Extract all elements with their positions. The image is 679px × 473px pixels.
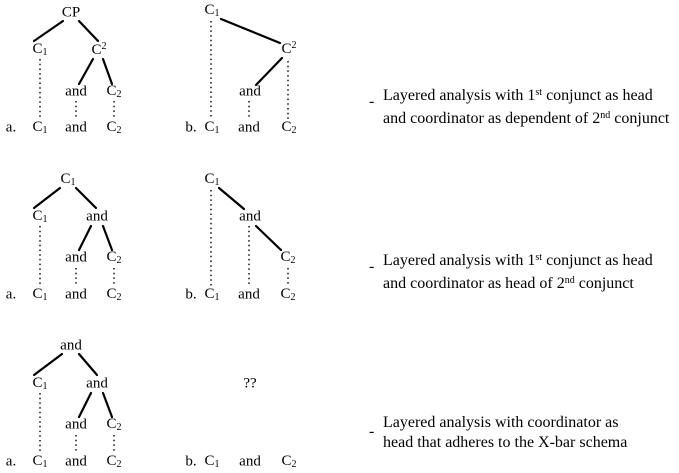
tree-2b-terminal-c1 bbox=[204, 287, 219, 303]
text-run: Layered analysis with coordinator as bbox=[383, 414, 619, 431]
superscript: st bbox=[535, 87, 543, 98]
tree-2b-branch-line bbox=[219, 188, 244, 209]
text-run: C bbox=[281, 453, 292, 469]
subscript: 1 bbox=[42, 125, 48, 136]
tree-2a-branch-line bbox=[103, 226, 112, 250]
subscript: 2 bbox=[116, 459, 122, 470]
subscript: 1 bbox=[214, 292, 220, 303]
text-run: and bbox=[65, 416, 87, 433]
subscript: 1 bbox=[214, 177, 220, 188]
tree-1a-terminal-and bbox=[65, 121, 87, 136]
text-run: and bbox=[65, 83, 87, 100]
tree-1b-branch-line bbox=[221, 19, 280, 43]
tree-1a-node-c2-bar bbox=[91, 42, 106, 58]
tree-3a-terminal-and bbox=[65, 455, 87, 470]
tree-3b-placeholder-question-marks bbox=[243, 377, 256, 392]
text-run: C bbox=[32, 286, 43, 302]
tree-1b-branch-line bbox=[256, 58, 282, 85]
subscript: 2 bbox=[116, 89, 122, 100]
superscript: 2 bbox=[291, 40, 297, 51]
text-run: C bbox=[32, 208, 43, 224]
text-run: and coordinator as head of 2 bbox=[383, 275, 565, 292]
subscript: 2 bbox=[291, 459, 297, 470]
text-run: C bbox=[280, 249, 291, 265]
note-3-dash-bullet: - bbox=[369, 423, 375, 440]
tree-1a-branch-line bbox=[103, 59, 112, 84]
text-run: and bbox=[86, 375, 108, 392]
tree-1a-terminal-c2 bbox=[106, 120, 121, 136]
subscript: 1 bbox=[42, 459, 48, 470]
tree-3b-terminal-and bbox=[239, 455, 261, 470]
tree-1a-branch-line bbox=[34, 21, 63, 41]
tree-2b-branch-line bbox=[256, 226, 281, 250]
tree-2a-root-c1 bbox=[60, 172, 75, 188]
tree-2a-label-a bbox=[6, 288, 16, 303]
text-run: and bbox=[239, 453, 261, 470]
tree-3a-terminal-c1 bbox=[32, 454, 47, 470]
text-run: C bbox=[106, 416, 117, 432]
text-run: and bbox=[86, 208, 108, 225]
tree-1a-node-c1 bbox=[32, 42, 47, 58]
text-run: C bbox=[204, 453, 215, 469]
tree-3a-node-and-mid bbox=[86, 377, 108, 392]
text-run: head that adheres to the X-bar schema bbox=[383, 434, 628, 451]
superscript: st bbox=[535, 252, 543, 263]
tree-3a-terminal-c2 bbox=[106, 454, 121, 470]
text-run: C bbox=[204, 119, 215, 135]
subscript: 2 bbox=[116, 292, 122, 303]
text-run: C bbox=[106, 83, 117, 99]
tree-2a-terminal-and bbox=[65, 288, 87, 303]
text-run: C bbox=[32, 453, 43, 469]
text-run: C bbox=[106, 249, 117, 265]
text-run: b. bbox=[185, 286, 197, 303]
tree-3a-branch-line bbox=[79, 393, 91, 417]
tree-3b-terminal-c2 bbox=[281, 454, 296, 470]
tree-3a-node-c1 bbox=[32, 376, 47, 392]
tree-2a-node-c2 bbox=[106, 250, 121, 266]
subscript: 1 bbox=[42, 214, 48, 225]
tree-1b-node-c2-bar bbox=[281, 41, 296, 57]
tree-3a-branch-line bbox=[79, 354, 97, 375]
tree-3a-branch-line bbox=[103, 393, 112, 417]
note-2-line-1 bbox=[383, 248, 653, 271]
tree-2b-terminal-c2 bbox=[280, 287, 295, 303]
tree-1b-node-and bbox=[239, 85, 261, 100]
text-run: and bbox=[239, 208, 261, 225]
tree-1a-branch-line bbox=[79, 59, 93, 84]
text-run: and bbox=[65, 119, 87, 136]
tree-3a-root-and bbox=[60, 339, 82, 354]
note-3-line-1 bbox=[383, 413, 627, 433]
text-run: C bbox=[280, 286, 291, 302]
subscript: 1 bbox=[214, 459, 220, 470]
note-2 bbox=[383, 248, 653, 294]
tree-1b-terminal-c2 bbox=[281, 120, 296, 136]
tree-2b-root-c1 bbox=[204, 172, 219, 188]
text-run: C bbox=[106, 453, 117, 469]
text-run: a. bbox=[5, 453, 17, 470]
text-run: C bbox=[91, 42, 102, 58]
tree-2a-branch-line bbox=[34, 188, 60, 208]
text-run: C bbox=[204, 2, 215, 18]
text-run: and bbox=[65, 286, 87, 303]
subscript: 1 bbox=[70, 177, 76, 188]
tree-3a-label-a bbox=[6, 455, 16, 470]
tree-3b-label-b bbox=[185, 455, 196, 470]
text-run: C bbox=[281, 41, 292, 57]
tree-3a-branch-line bbox=[34, 354, 62, 375]
text-run: b. bbox=[185, 453, 197, 470]
text-run: C bbox=[32, 375, 43, 391]
superscript: nd bbox=[600, 110, 611, 121]
text-run: C bbox=[281, 119, 292, 135]
text-run: and bbox=[65, 249, 87, 266]
text-run: a. bbox=[5, 119, 17, 136]
subscript: 2 bbox=[116, 125, 122, 136]
subscript: 2 bbox=[116, 255, 122, 266]
tree-1b-terminal-and bbox=[238, 121, 260, 136]
tree-1a-terminal-c1 bbox=[32, 120, 47, 136]
text-run: CP bbox=[61, 4, 81, 21]
tree-3b-terminal-c1 bbox=[204, 454, 219, 470]
tree-2a-terminal-c2 bbox=[106, 287, 121, 303]
superscript: 2 bbox=[101, 41, 107, 52]
text-run: C bbox=[204, 171, 215, 187]
text-run: and bbox=[60, 337, 82, 354]
text-run: and bbox=[65, 453, 87, 470]
tree-1a-node-and bbox=[65, 85, 87, 100]
subscript: 1 bbox=[214, 8, 220, 19]
note-1 bbox=[383, 83, 669, 129]
note-2-line-2 bbox=[383, 271, 653, 294]
text-run: C bbox=[204, 286, 215, 302]
tree-2a-node-and-upper bbox=[86, 210, 108, 225]
note-3 bbox=[383, 413, 627, 453]
tree-1b-root-c1 bbox=[204, 3, 219, 19]
subscript: 1 bbox=[42, 292, 48, 303]
tree-1a-node-c2 bbox=[106, 84, 121, 100]
text-run: C bbox=[106, 286, 117, 302]
tree-2a-node-and-lower bbox=[65, 251, 87, 266]
text-run: and bbox=[239, 83, 261, 100]
text-run: ?? bbox=[243, 375, 257, 392]
text-run: b. bbox=[185, 119, 197, 136]
text-run: Layered analysis with 1 bbox=[383, 87, 536, 104]
tree-1a-label-a bbox=[6, 121, 16, 136]
note-1-line-2 bbox=[383, 106, 669, 129]
tree-2b-label-b bbox=[185, 288, 196, 303]
tree-2b-node-c2 bbox=[280, 250, 295, 266]
tree-1b-terminal-c1 bbox=[204, 120, 219, 136]
subscript: 2 bbox=[290, 292, 296, 303]
tree-1a-branch-line bbox=[79, 21, 98, 41]
subscript: 1 bbox=[214, 125, 220, 136]
text-run: and bbox=[238, 119, 260, 136]
text-run: conjunct as head bbox=[542, 87, 653, 104]
subscript: 2 bbox=[290, 255, 296, 266]
note-3-line-2 bbox=[383, 433, 627, 453]
text-run: and coordinator as dependent of 2 bbox=[383, 110, 601, 127]
tree-2b-node-and bbox=[239, 210, 261, 225]
text-run: a. bbox=[5, 286, 17, 303]
tree-2a-node-c1 bbox=[32, 209, 47, 225]
tree-2b-terminal-and bbox=[238, 288, 260, 303]
subscript: 1 bbox=[42, 47, 48, 58]
tree-1a-root-cp bbox=[62, 6, 80, 21]
text-run: conjunct bbox=[610, 110, 670, 127]
tree-2a-terminal-c1 bbox=[32, 287, 47, 303]
text-run: Layered analysis with 1 bbox=[383, 252, 536, 269]
tree-2a-branch-line bbox=[76, 188, 96, 208]
text-run: C bbox=[106, 119, 117, 135]
subscript: 1 bbox=[42, 381, 48, 392]
note-2-dash-bullet: - bbox=[369, 258, 375, 275]
text-run: and bbox=[238, 286, 260, 303]
note-1-dash-bullet: - bbox=[369, 93, 375, 110]
superscript: nd bbox=[564, 275, 575, 286]
subscript: 2 bbox=[116, 422, 122, 433]
text-run: C bbox=[60, 171, 71, 187]
tree-2a-branch-line bbox=[79, 226, 91, 250]
tree-3a-node-c2 bbox=[106, 417, 121, 433]
note-1-line-1 bbox=[383, 83, 669, 106]
subscript: 2 bbox=[291, 125, 297, 136]
text-run: conjunct as head bbox=[542, 252, 653, 269]
text-run: C bbox=[32, 41, 43, 57]
text-run: C bbox=[32, 119, 43, 135]
tree-3a-node-and-lower bbox=[65, 418, 87, 433]
tree-1b-label-b bbox=[185, 121, 196, 136]
text-run: conjunct bbox=[574, 275, 634, 292]
